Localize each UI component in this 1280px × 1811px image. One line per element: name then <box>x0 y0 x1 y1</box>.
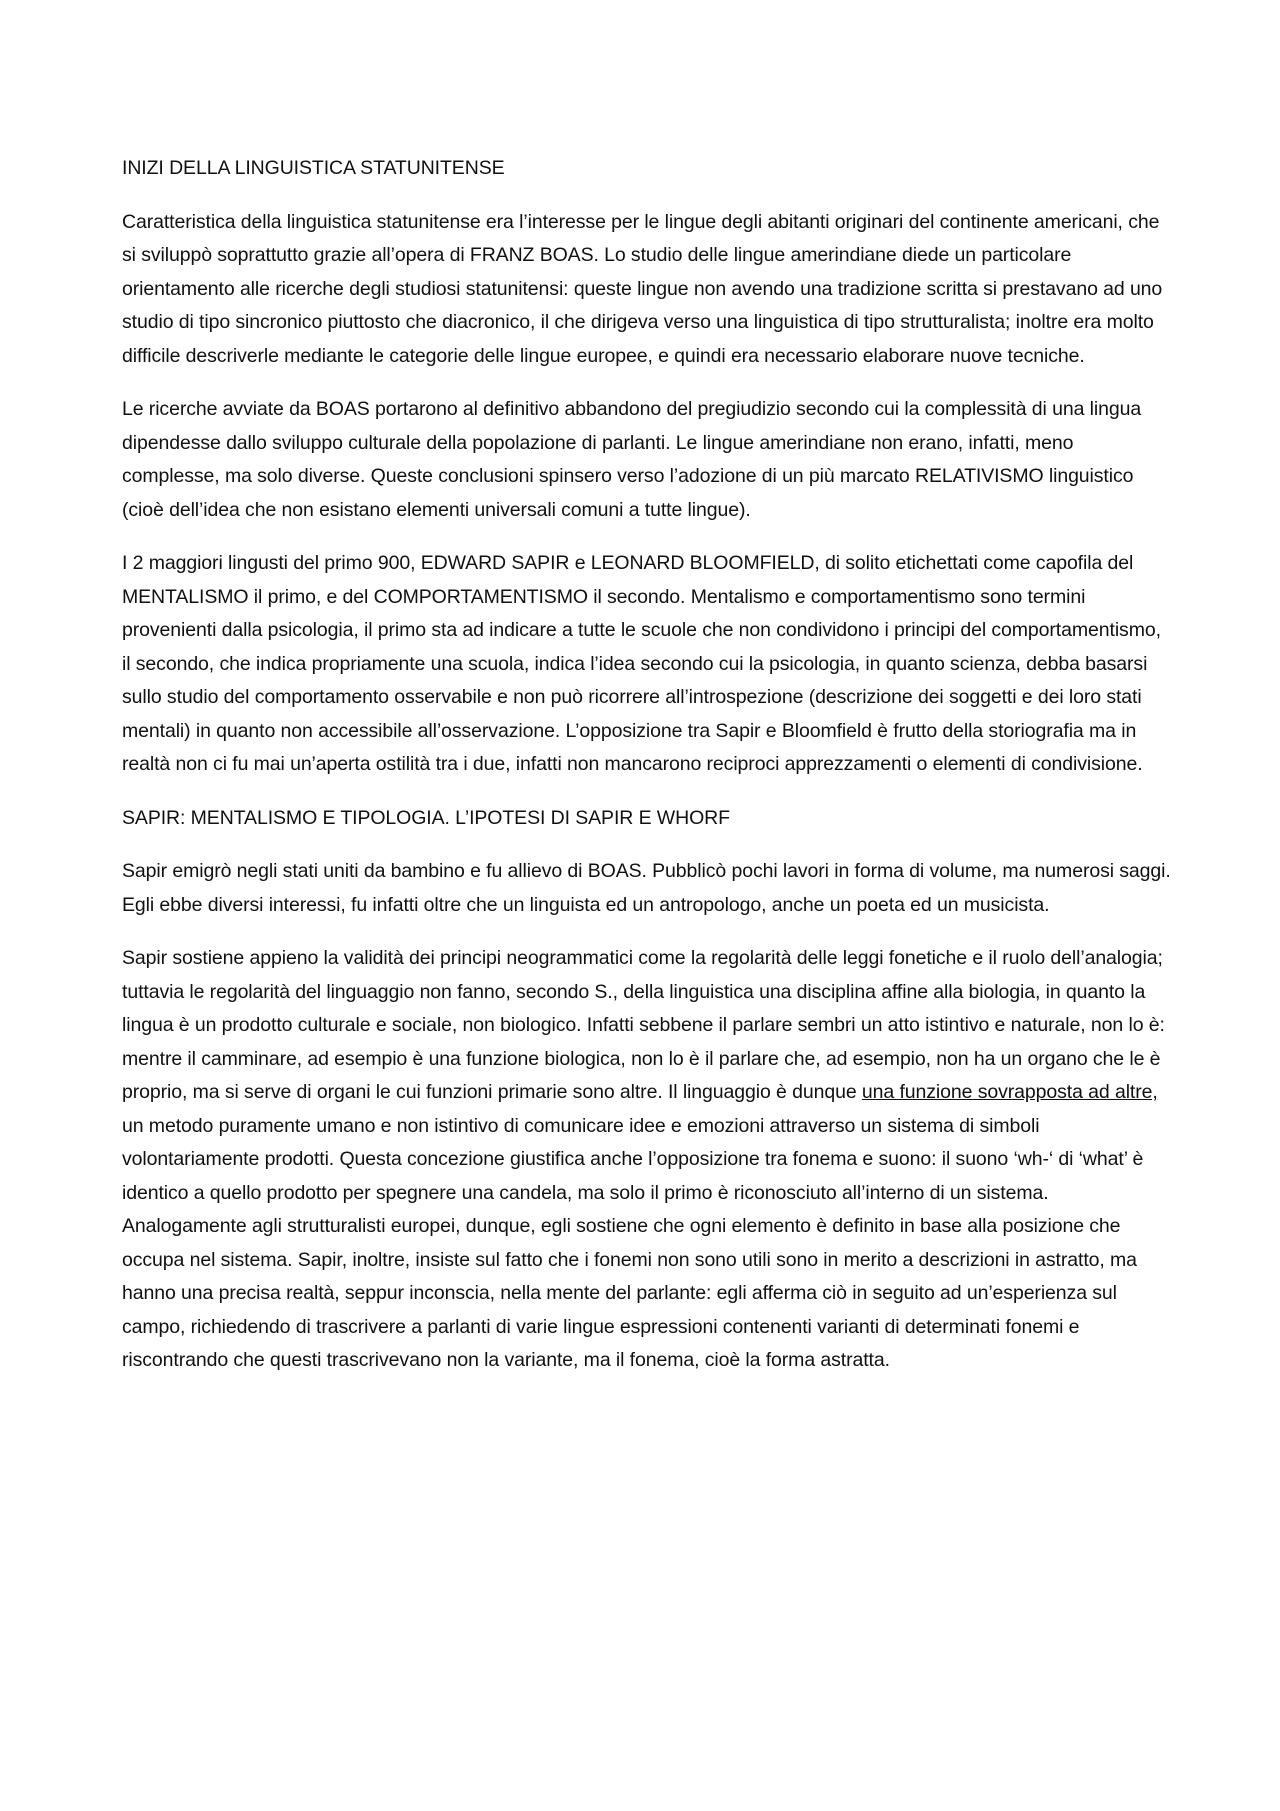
paragraph-sapir-teoria-part1: Sapir sostiene appieno la validità dei principi neogrammatici come la regolarità delle leggi fonetiche e il ruolo dell’analogia; tuttavia le regolarità del linguaggio non fanno, secondo S., della linguistica una disciplina affine alla biologia, in quanto la lingua è un prodotto culturale e sociale, non biologico. Infatti sebbene il parlare sembri un atto istintivo e naturale, non lo è: mentre il camminare, ad esempio è una funzione biologica, non lo è il parlare che, ad esempio, non ha un organo che le è proprio, ma si serve di organi le cui funzioni primarie sono altre. Il linguaggio è dunque <box>122 947 1165 1103</box>
document-page <box>122 152 1172 1398</box>
section-heading-inizi: INIZI DELLA LINGUISTICA STATUNITENSE <box>122 157 505 179</box>
paragraph-boas-intro: Caratteristica della linguistica statunitense era l’interesse per le lingue degli abitanti originari del continente americani, che si sviluppò soprattutto grazie all’opera di FRANZ BOAS. Lo studio delle lingue amerindiane diede un particolare orientamento alle ricerche degli studiosi statunitensi: queste lingue non avendo una tradizione scritta si prestavano ad uno studio di tipo sincronico piuttosto che diacronico, il che dirigeva verso una linguistica di tipo strutturalista; inoltre era molto difficile descriverle mediante le categorie delle lingue europee, e quindi era necessario elaborare nuove tecniche. <box>122 210 1163 367</box>
paragraph-boas-relativismo: Le ricerche avviate da BOAS portarono al definitivo abbandono del pregiudizio secondo cui la complessità di una lingua dipendesse dallo sviluppo culturale della popolazione di parlanti. Le lingue amerindiane non erano, infatti, meno complesse, ma solo diverse. Queste conclusioni spinsero verso l’adozione di un più marcato RELATIVISMO linguistico (cioè dell’idea che non esistano elementi universali comuni a tutte lingue). <box>122 398 1142 521</box>
underlined-phrase: una funzione sovrapposta ad altre, <box>861 1081 1158 1103</box>
paragraph-sapir-bloomfield: I 2 maggiori lingusti del primo 900, EDWARD SAPIR e LEONARD BLOOMFIELD, di solito etichettati come capofila del MENTALISMO il primo, e del COMPORTAMENTISMO il secondo. Mentalismo e comportamentismo sono termini provenienti dalla psicologia, il primo sta ad indicare a tutte le scuole che non condividono i principi del comportamentismo, il secondo, che indica propriamente una scuola, indica l’idea secondo cui la psicologia, in quanto scienza, debba basarsi sullo studio del comportamento osservabile e non può ricorrere all’introspezione (descrizione dei soggetti e dei loro stati mentali) in quanto non accessibile all’osservazione. L’opposizione tra Sapir e Bloomfield è frutto della storiografia ma in realtà non ci fu mai un’aperta ostilità tra i due, infatti non mancarono reciproci apprezzamenti o elementi di condivisione. <box>122 552 1161 775</box>
paragraph-sapir-teoria-part2: un metodo puramente umano e non istintivo di comunicare idee e emozioni attraverso un sistema di simboli volontariamente prodotti. Questa concezione giustifica anche l’opposizione tra fonema e suono: il suono ‘wh-‘ di ‘what’ è identico a quello prodotto per spegnere una candela, ma solo il primo è riconosciuto all’interno di un sistema. Analogamente agli strutturalisti europei, dunque, egli sostiene che ogni elemento è definito in base alla posizione che occupa nel sistema. Sapir, inoltre, insiste sul fatto che i fonemi non sono utili sono in merito a descrizioni in astratto, ma hanno una precisa realtà, seppur inconscia, nella mente del parlante: egli afferma ciò in seguito ad un’esperienza sul campo, richiedendo di trascrivere a parlanti di varie lingue espressioni contenenti varianti di determinati fonemi e riscontrando che questi trascrivevano non la variante, ma il fonema, cioè la forma astratta. <box>122 1114 1144 1371</box>
paragraph-sapir-teoria <box>122 942 1172 1378</box>
paragraph-sapir-biografia: Sapir emigrò negli stati uniti da bambino e fu allievo di BOAS. Pubblicò pochi lavori in forma di volume, ma numerosi saggi. Egli ebbe diversi interessi, fu infatti oltre che un linguista ed un antropologo, anche un poeta ed un musicista. <box>122 860 1171 916</box>
section-heading-sapir: SAPIR: MENTALISMO E TIPOLOGIA. L’IPOTESI DI SAPIR E WHORF <box>122 806 730 829</box>
